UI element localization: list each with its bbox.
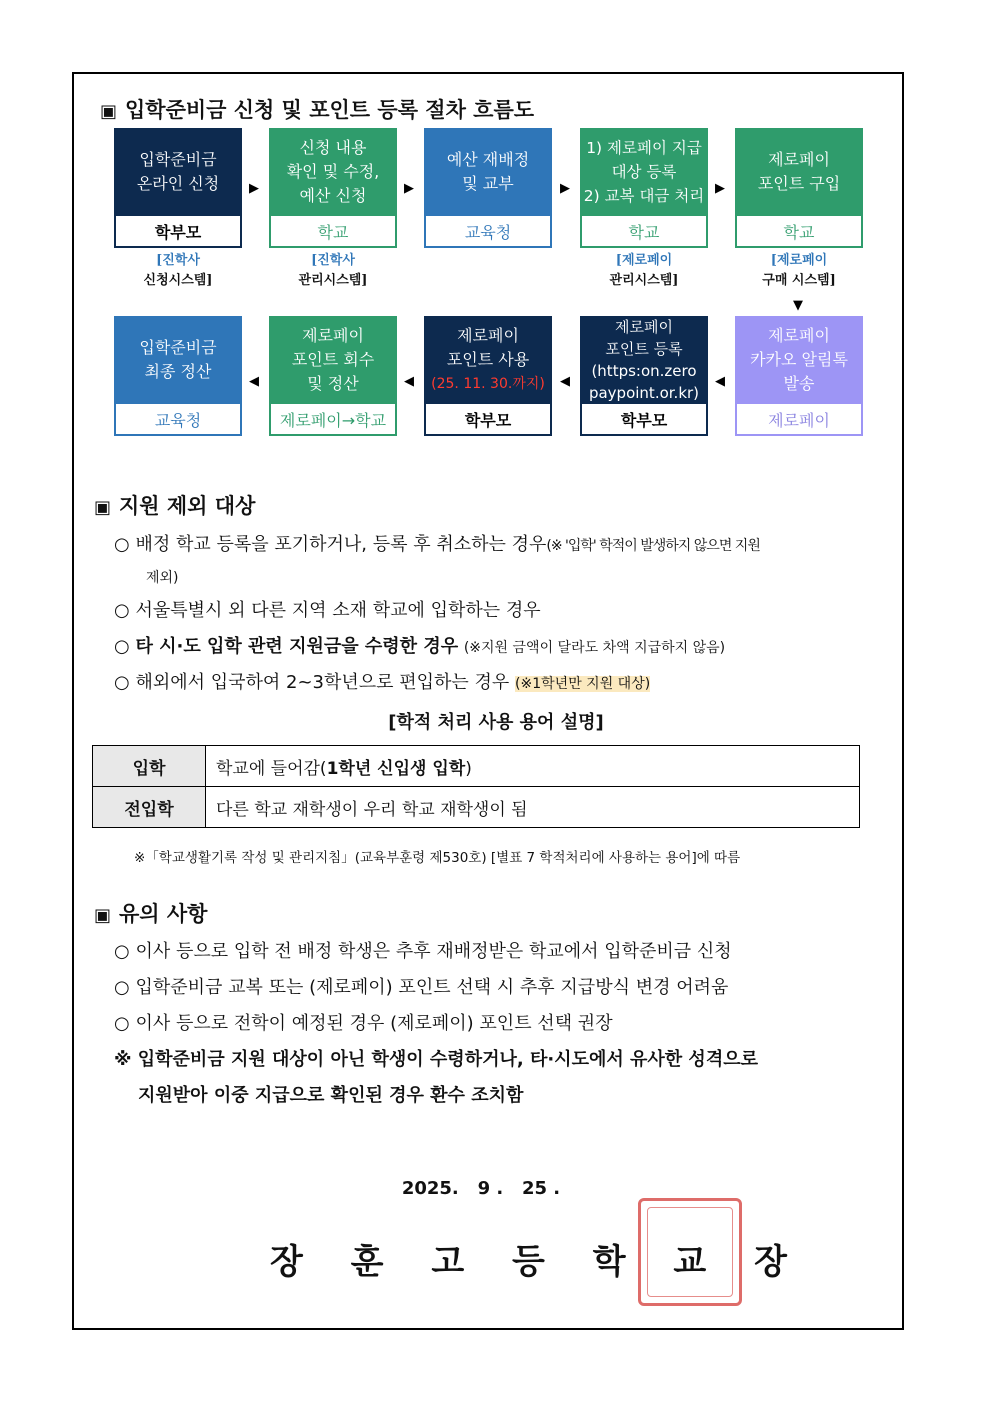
deadline-text: (25. 11. 30.까지): [431, 376, 545, 392]
step-owner: 학교: [269, 216, 397, 248]
step-owner: 학부모: [580, 404, 708, 436]
system-label-4: [제로페이 관리시스템]: [609, 253, 679, 288]
terms-table: [92, 745, 860, 828]
flow-step-1: 입학준비금 온라인 신청 학부모: [114, 128, 242, 248]
system-label-1: [진학사 신청시스템]: [143, 253, 213, 288]
circle-bullet-icon: ○: [114, 636, 130, 657]
flow-step-8: 제로페이 포인트 사용 (25. 11. 30.까지) 학부모: [424, 316, 552, 436]
terms-footnote: ※「학교생활기록 작성 및 관리지침」(교육부훈령 제530호) [별표 7 학적처리에 사용하는 용어]에 따름: [134, 850, 741, 866]
exclusion-item: ○ 해외에서 입국하여 2~3학년으로 편입하는 경우 (※1학년만 지원 대상): [114, 672, 651, 693]
step-owner: 학교: [580, 216, 708, 248]
step-owner: 학부모: [114, 216, 242, 248]
arrow-left-icon: ◀: [560, 374, 570, 389]
highlighted-note: (※1학년만 지원 대상): [515, 676, 651, 692]
exclusion-item: ○ 타 시·도 입학 관련 지원금을 수령한 경우 (※지원 금액이 달라도 차액 지급하지 않음): [114, 636, 726, 657]
exclusions-title: ▣ 지원 제외 대상: [94, 494, 256, 518]
exclusion-item: ○ 배정 학교 등록을 포기하거나, 등록 후 취소하는 경우(※ '입학' 학적이 발생하지 않으면 지원: [114, 534, 760, 555]
flow-step-2: 신청 내용 확인 및 수정, 예산 신청 학교: [269, 128, 397, 248]
flow-step-7: 제로페이 포인트 등록 (https:on.zero paypoint.or.kr) 학부모: [580, 316, 708, 436]
flow-step-6: 제로페이 카카오 알림톡 발송 제로페이: [735, 316, 863, 436]
arrow-left-icon: ◀: [249, 374, 259, 389]
arrow-right-icon: ▶: [715, 181, 725, 196]
issue-date: 2025. 9 . 25 .: [401, 1178, 561, 1199]
exclusion-item: ○ 서울특별시 외 다른 지역 소재 학교에 입학하는 경우: [114, 600, 541, 621]
principal-signature: 장 훈 고 등 학 교 장: [270, 1242, 805, 1282]
section-marker-icon: ▣: [100, 101, 118, 122]
note-item: ○ 입학준비금 교복 또는 (제로페이) 포인트 선택 시 추후 지급방식 변경 어려움: [114, 977, 729, 998]
step-owner: 제로페이→학교: [269, 404, 397, 436]
flow-step-5: 제로페이 포인트 구입 학교: [735, 128, 863, 248]
system-label-2: [진학사 관리시스템]: [298, 253, 368, 288]
circle-bullet-icon: ○: [114, 977, 130, 998]
step-owner: 교육청: [114, 404, 242, 436]
arrow-right-icon: ▶: [249, 181, 259, 196]
procedure-title: ▣ 입학준비금 신청 및 포인트 등록 절차 흐름도: [100, 98, 535, 122]
step-owner: 학교: [735, 216, 863, 248]
step-owner: 교육청: [424, 216, 552, 248]
section-marker-icon: ▣: [94, 497, 112, 518]
terms-title: [학적 처리 사용 용어 설명]: [388, 712, 604, 733]
circle-bullet-icon: ○: [114, 941, 130, 962]
arrow-left-icon: ◀: [404, 374, 414, 389]
step-owner: 제로페이: [735, 404, 863, 436]
system-label-5: [제로페이 구매 시스템]: [762, 253, 836, 288]
flow-step-10: 입학준비금 최종 정산 교육청: [114, 316, 242, 436]
table-row: 입학 학교에 들어감(1학년 신입생 입학): [93, 746, 860, 787]
arrow-right-icon: ▶: [560, 181, 570, 196]
warning-line-2: 지원받아 이중 지급으로 확인된 경우 환수 조치함: [138, 1085, 524, 1106]
warning-line-1: ※ 입학준비금 지원 대상이 아닌 학생이 수령하거나, 타·시도에서 유사한 성격으로: [114, 1049, 758, 1070]
step-owner: 학부모: [424, 404, 552, 436]
arrow-right-icon: ▶: [404, 181, 414, 196]
circle-bullet-icon: ○: [114, 600, 130, 621]
notes-title: ▣ 유의 사항: [94, 902, 208, 926]
note-item: ○ 이사 등으로 입학 전 배정 학생은 추후 재배정받은 학교에서 입학준비금 신청: [114, 941, 732, 962]
flow-step-9: 제로페이 포인트 회수 및 정산 제로페이→학교: [269, 316, 397, 436]
arrow-left-icon: ◀: [715, 374, 725, 389]
flow-step-3: 예산 재배정 및 교부 교육청: [424, 128, 552, 248]
table-row: 전입학 다른 학교 재학생이 우리 학교 재학생이 됨: [93, 787, 860, 828]
flow-step-4: 1) 제로페이 지급 대상 등록 2) 교복 대금 처리 학교: [580, 128, 708, 248]
circle-bullet-icon: ○: [114, 534, 130, 555]
circle-bullet-icon: ○: [114, 672, 130, 693]
arrow-down-icon: ▼: [793, 298, 803, 313]
circle-bullet-icon: ○: [114, 1013, 130, 1034]
note-item: ○ 이사 등으로 전학이 예정된 경우 (제로페이) 포인트 선택 권장: [114, 1013, 613, 1034]
section-marker-icon: ▣: [94, 905, 112, 926]
